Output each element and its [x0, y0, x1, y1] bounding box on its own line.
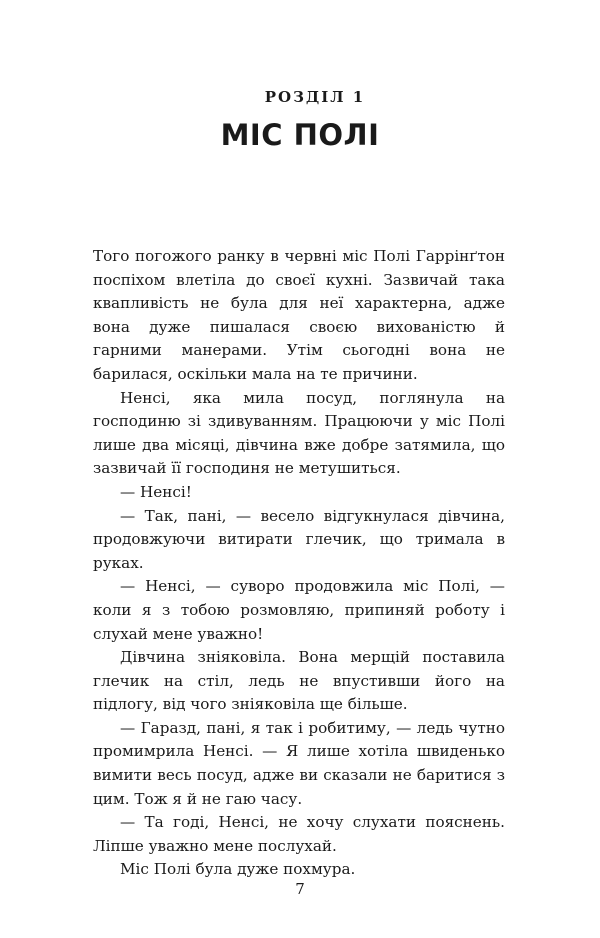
paragraph: Дівчина зніяковіла. Вона мерщій поставила глечик на стіл, ледь не впустивши його на підлогу, від чого зніяковіла ще більше. — [93, 648, 505, 714]
paragraph: — Так, пані, — весело відгукнулася дівчина, продовжуючи витирати глечик, що тримала в руках. — [93, 506, 505, 572]
paragraph: Міс Полі була дуже похмура. — [120, 860, 356, 879]
paragraph: — Ненсі! — [120, 482, 192, 501]
paragraph: — Та годі, Ненсі, не хочу слухати пояснень. Ліпше уважно мене послухай. — [93, 813, 505, 855]
chapter-title: МІС ПОЛІ — [220, 118, 380, 152]
paragraph: — Гаразд, пані, я так і робитиму, — ледь чутно промимрила Ненсі. — Я лише хотіла швиденько вимити весь посуд, адже ви сказали не баритися з цим. Тож я й не гаю часу. — [93, 718, 505, 808]
paragraph: — Ненсі, — суворо продовжила міс Полі, — коли я з тобою розмовляю, припиняй роботу і слухай мене уважно! — [93, 577, 505, 643]
page-number: 7 — [295, 880, 305, 898]
paragraph: Ненсі, яка мила посуд, поглянула на господиню зі здивуванням. Працюючи у міс Полі лише два місяці, дівчина вже добре затямила, що зазвичай її господиня не метушиться. — [93, 388, 505, 478]
chapter-label: РОЗДІЛ 1 — [264, 88, 366, 106]
body-text — [93, 245, 505, 882]
paragraph: Того погожого ранку в червні міс Полі Гаррінґтон поспіхом влетіла до своєї кухні. Зазвичай така квапливість не була для неї характерна, адже вона дуже пишалася своєю вихованістю й гарними манерами. Утім сьогодні вона не барилася, оскільки мала на те причини. — [93, 247, 505, 383]
